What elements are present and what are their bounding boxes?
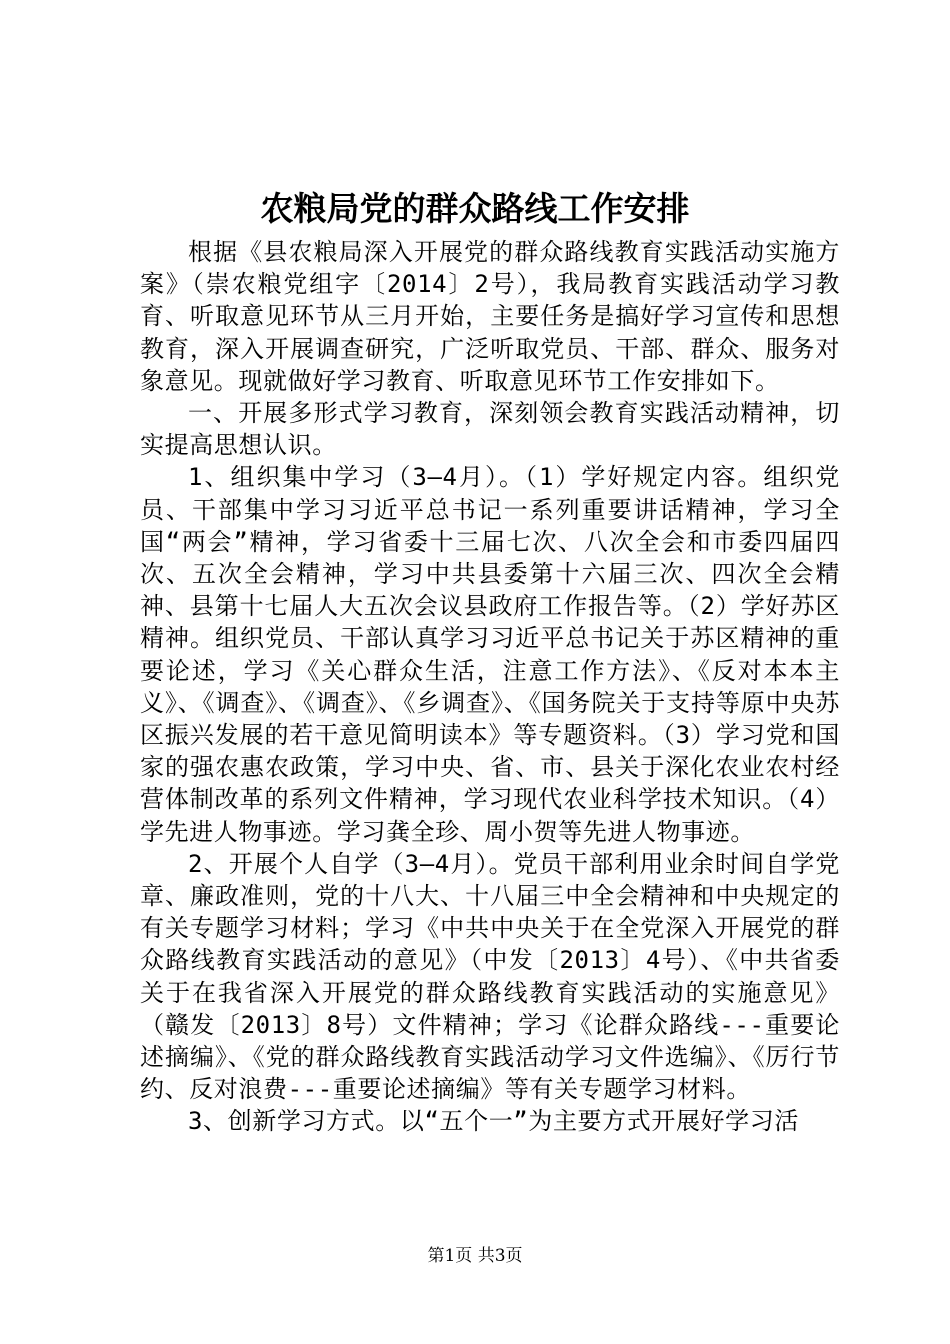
document-body [140,236,840,1138]
intro-paragraph: 根据《县农粮局深入开展党的群众路线教育实践活动实施方案》（崇农粮党组字〔2014〕2号），我局教育实践活动学习教育、听取意见环节从三月开始，主要任务是搞好学习宣传和思想教育，深入开展调查研究，广泛听取党员、干部、群众、服务对象意见。现就做好学习教育、听取意见环节工作安排如下。 [140,238,840,395]
page-number-footer: 第1页 共3页 [427,1246,523,1266]
document-title: 农粮局党的群众路线工作安排 [260,189,690,228]
section-heading-1: 一、开展多形式学习教育，深刻领会教育实践活动精神，切实提高思想认识。 [140,399,840,460]
item-paragraph-3: 3、创新学习方式。以“五个一”为主要方式开展好学习活 [188,1107,799,1136]
item-paragraph-1: 1、组织集中学习（3—4月）。（1）学好规定内容。组织党员、干部集中学习习近平总书记一系列重要讲话精神，学习全国“两会”精神，学习省委十三届七次、八次全会和市委四届四次、五次全会精神，学习中共县委第十六届三次、四次全会精神、县第十七届人大五次会议县政府工作报告等。（2）学好苏区精神。组织党员、干部认真学习习近平总书记关于苏区精神的重要论述，学习《关心群众生活，注意工作方法》、《反对本本主义》、《调查》、《调查》、《乡调查》、《国务院关于支持等原中央苏区振兴发展的若干意见简明读本》等专题资料。（3）学习党和国家的强农惠农政策，学习中央、省、市、县关于深化农业农村经营体制改革的系列文件精神，学习现代农业科学技术知识。（4）学先进人物事迹。学习龚全珍、周小贺等先进人物事迹。 [140,463,840,846]
item-paragraph-2: 2、开展个人自学（3—4月）。党员干部利用业余时间自学党章、廉政准则，党的十八大、十八届三中全会精神和中央规定的有关专题学习材料；学习《中共中央关于在全党深入开展党的群众路线教育实践活动的意见》（中发〔2013〕4号）、《中共省委关于在我省深入开展党的群众路线教育实践活动的实施意见》（赣发〔2013〕8号）文件精神；学习《论群众路线---重要论述摘编》、《党的群众路线教育实践活动学习文件选编》、《厉行节约、反对浪费---重要论述摘编》等有关专题学习材料。 [140,849,840,1104]
